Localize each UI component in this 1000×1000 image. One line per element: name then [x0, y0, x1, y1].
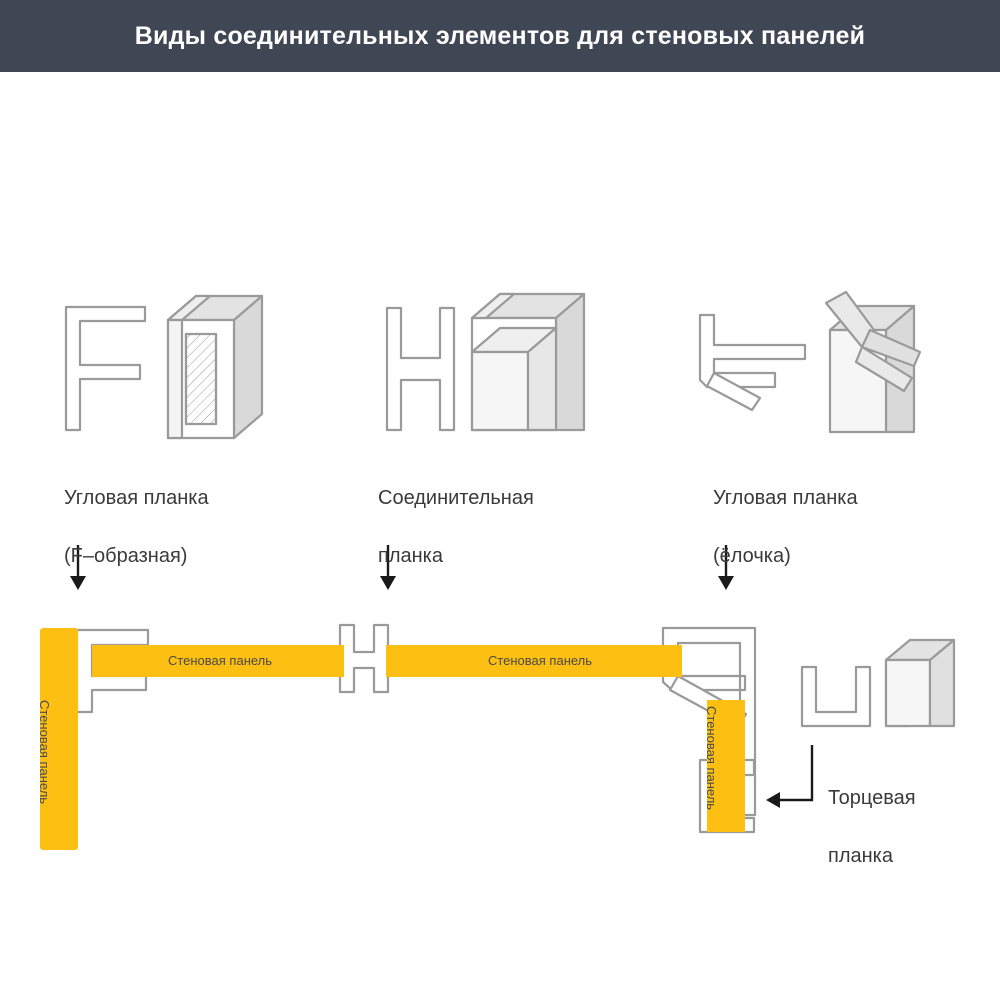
- end-cap-3d: [886, 640, 954, 726]
- caption-y-profile: [713, 455, 973, 571]
- caption-end-cap-line1: Торцевая: [828, 787, 916, 809]
- wall-panel-label-right-vertical: Стеновая панель: [704, 706, 719, 811]
- caption-end-cap: [828, 755, 988, 871]
- caption-h-profile-line1: Соединительная: [378, 487, 534, 509]
- h-profile-3d: [472, 294, 584, 430]
- arrow-left-icon-end-cap: [766, 745, 812, 808]
- caption-f-profile-line1: Угловая планка: [64, 487, 209, 509]
- caption-y-profile-line1: Угловая планка: [713, 487, 858, 509]
- end-cap-cross-section: [802, 667, 870, 726]
- wall-panel-label-1: Стеновая панель: [167, 653, 273, 668]
- caption-f-profile: [64, 455, 344, 571]
- caption-h-profile: [378, 455, 638, 571]
- h-profile-cross-section: [387, 308, 454, 430]
- page-title: Виды соединительных элементов для стеновых панелей: [134, 21, 866, 50]
- f-profile-3d: [168, 296, 262, 438]
- wall-panel-label-2: Стеновая панель: [487, 653, 593, 668]
- caption-h-profile-line2: планка: [378, 545, 443, 567]
- caption-end-cap-line2: планка: [828, 845, 893, 867]
- caption-y-profile-line2: (ёлочка): [713, 545, 791, 567]
- y-profile-cross-section: [700, 315, 805, 410]
- wall-panel-label-left-vertical: Стеновая панель: [37, 700, 52, 805]
- f-profile-cross-section: [66, 307, 145, 430]
- assembly-h-profile: [340, 625, 388, 692]
- caption-f-profile-line2: (F–образная): [64, 545, 188, 567]
- y-profile-3d: [826, 292, 920, 432]
